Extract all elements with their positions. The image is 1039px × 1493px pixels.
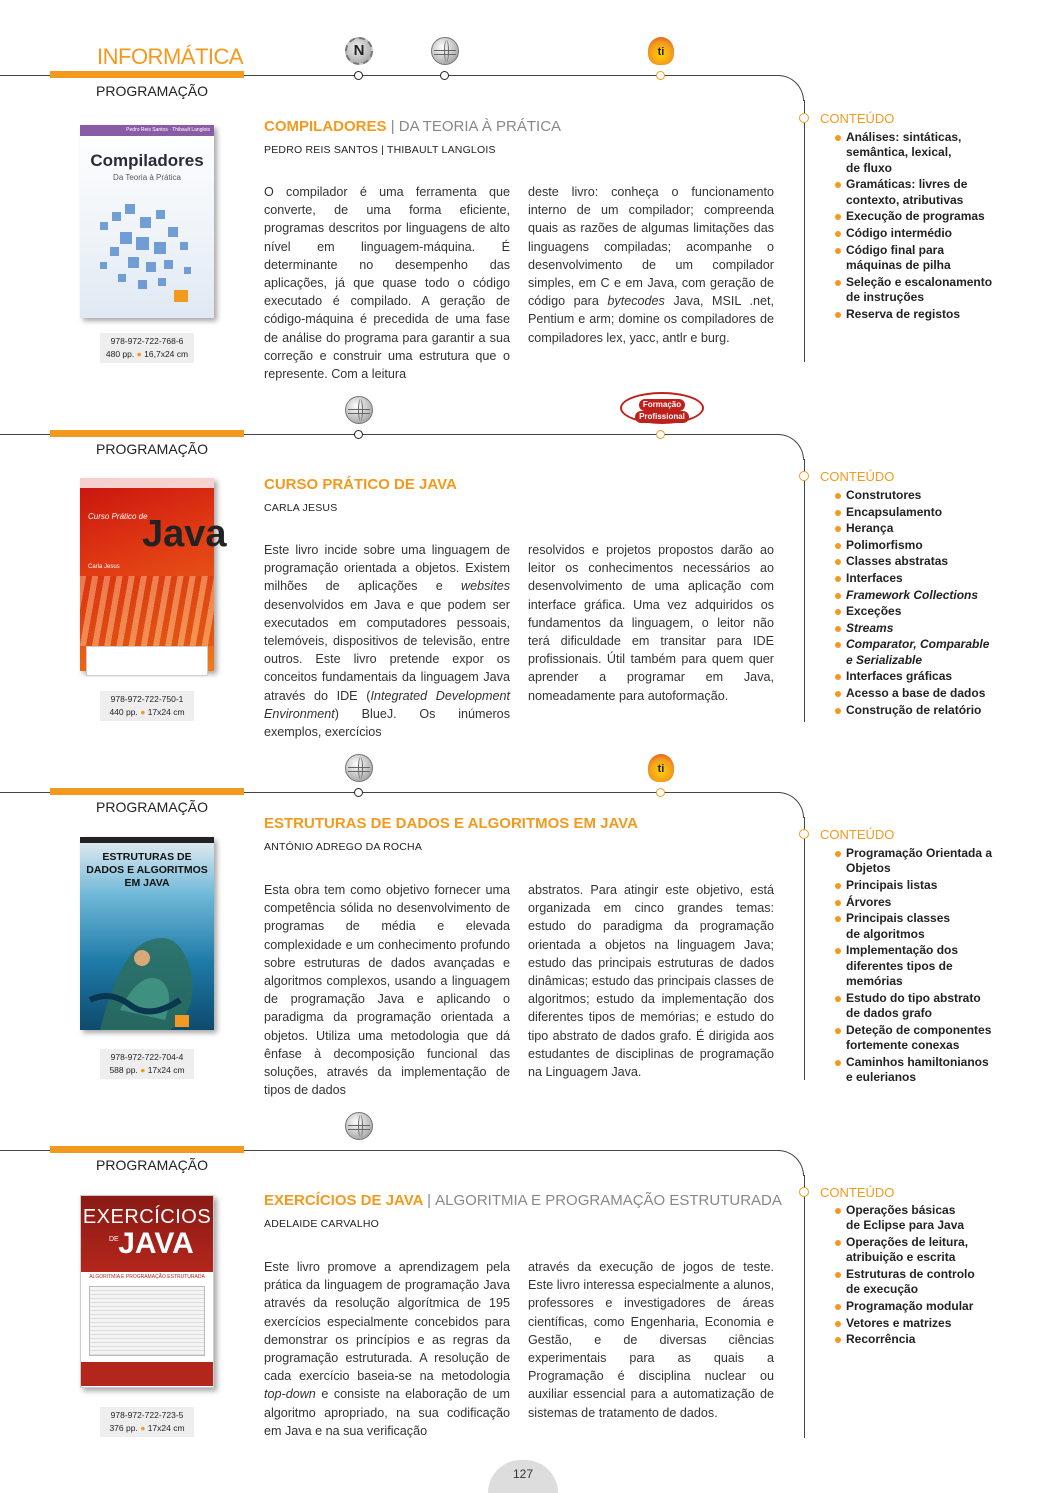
book-cover[interactable]	[80, 478, 227, 671]
cover-title: Compiladores	[90, 151, 204, 170]
title-separator: |	[390, 118, 395, 135]
book-title-main: COMPILADORES	[264, 118, 387, 135]
timeline-dot	[354, 788, 363, 797]
content-vline	[804, 100, 805, 362]
page-count: 480 pp.	[105, 349, 135, 359]
book-size: 17x24 cm	[147, 1423, 185, 1433]
globe-icon	[345, 1112, 373, 1140]
contents-dot	[799, 1187, 809, 1197]
desc-italic: bytecodes	[607, 294, 665, 309]
cover-top-bar	[80, 837, 214, 843]
desc-text: Este livro promove a aprendizagem pela prática da linguagem de programação Java através da resolução algorítmica de 195 exercícios especialmente concebidos para demonstrar os princípios e as regras da programação estruturada. A resolução de cada exercício baseia-se na metodologia	[264, 1260, 510, 1384]
description-col-1	[264, 1258, 510, 1440]
contents-item: Programação Orientada a Objetos	[835, 846, 995, 877]
description-col-1: O compilador é uma ferramenta que converte, de uma forma eficiente, programas descritos por linguagens de alto nível em linguagem-máquina. É determinante no desempenho das aplicações, já que quase todo o código executado é compilado. A geração de código-máquina é precedida de uma fase de análise do programa para garantir a sua correção e construir uma estrutura que o represente. Com a leitura	[264, 185, 510, 382]
contents-item: Estruturas de controlo de execução	[835, 1267, 985, 1298]
desc-text: desenvolvidos em Java e que podem ser executados em computadores pessoais, telemóveis, dispositivos de televisão, entre outros. Este livro pretende expor os conceitos fundamentais da linguagem Java através do IDE (	[264, 597, 510, 703]
contents-item: Exceções	[835, 604, 1005, 619]
isbn-box	[100, 691, 194, 721]
contents-item: Principais classes de algoritmos	[835, 911, 965, 942]
timeline-dot	[354, 430, 363, 439]
contents-list	[835, 130, 1005, 323]
cover-bottom-block	[81, 1362, 213, 1386]
book-title[interactable]: CURSO PRÁTICO DE JAVA	[264, 476, 457, 493]
book-authors: ADELAIDE CARVALHO	[264, 1218, 380, 1230]
contents-item: Vetores e matrizes	[835, 1316, 1005, 1331]
separator-dot-icon: ●	[140, 1423, 146, 1433]
contents-list	[835, 488, 1005, 719]
category-label: PROGRAMAÇÃO	[96, 799, 209, 815]
contents-item: Interfaces gráficas	[835, 669, 1005, 684]
contents-item: Streams	[835, 621, 1005, 636]
content-vline	[804, 459, 805, 722]
book-specs	[100, 706, 194, 719]
book-cover[interactable]	[80, 837, 214, 1030]
category-label: PROGRAMAÇÃO	[96, 441, 209, 457]
category-bar	[50, 430, 244, 437]
page-count: 440 pp.	[109, 707, 138, 717]
isbn-number: 978-972-722-723-5	[110, 1410, 184, 1420]
contents-item: Análises: sintáticas, semântica, lexical, de fluxo	[835, 130, 965, 176]
contents-item: Principais listas	[835, 878, 1005, 893]
cover-subtitle: ALGORITMIA E PROGRAMAÇÃO ESTRUTURADA	[89, 1274, 205, 1280]
contents-item: Gramáticas: livres de contexto, atributivas	[835, 177, 975, 208]
contents-dot	[799, 471, 809, 481]
cover-cubes-illustration	[80, 182, 214, 312]
book-specs	[100, 1422, 194, 1435]
divider-curve	[778, 434, 804, 460]
description-col-1	[264, 541, 510, 741]
book-subtitle: DA TEORIA À PRÁTICA	[398, 118, 562, 135]
book-cover[interactable]	[80, 1195, 214, 1388]
contents-item: Estudo do tipo abstrato de dados grafo	[835, 991, 995, 1022]
formacao-profissional-badge-icon	[620, 392, 704, 424]
category-label: PROGRAMAÇÃO	[96, 1157, 209, 1173]
timeline-dot	[440, 71, 449, 80]
contents-item: Comparator, Comparable e Serializable	[835, 637, 995, 668]
contents-item: Deteção de componentes fortemente conexas	[835, 1023, 1005, 1054]
description-col-2: abstratos. Para atingir este objetivo, está organizada em cinco grandes temas: estudo do paradigma da programação orientada a objetos na linguagem Java; estudo das principais estruturas de dados dinâmicas; estudo das principais classes de algoritmos; estudo da implementação dos diferentes tipos de memórias; e estudo do tipo abstrato de dados grafo. É dirigida aos estudantes de disciplinas de programação na Linguagem Java.	[528, 883, 774, 1080]
book-size: 17x24 cm	[147, 1065, 185, 1075]
contents-dot	[799, 113, 809, 123]
description-col-2: através da execução de jogos de teste. Este livro interessa especialmente a alunos, professores e investigadores de áreas científicas, como Engenharia, Economia e Gestão, e de diversas ciências experimentais para as quais a Programação é disciplina nuclear ou auxiliar essencial para a automatização de sistemas de tratamento de dados.	[528, 1260, 774, 1420]
timeline-dot	[656, 71, 665, 80]
contents-item: Caminhos hamiltonianos e eulerianos	[835, 1055, 995, 1086]
content-vline	[804, 817, 805, 1080]
contents-item: Framework Collections	[835, 588, 1005, 603]
globe-icon	[345, 754, 373, 782]
cover-code-illustration	[89, 1286, 205, 1356]
separator-dot-icon: ●	[140, 1065, 146, 1075]
cover-title-line1: EXERCÍCIOS	[82, 1206, 212, 1228]
category-bar	[50, 71, 244, 78]
description-col-2	[528, 183, 774, 347]
book-size: 17x24 cm	[147, 707, 185, 717]
desc-text: ) BlueJ. Os inúmeros exemplos, exercícios	[264, 706, 510, 740]
contents-item: Implementação dos diferentes tipos de memórias	[835, 943, 975, 989]
contents-item: Operações de leitura, atribuição e escrita	[835, 1235, 975, 1266]
book-title[interactable]	[264, 118, 561, 135]
badge-line1: Formação	[639, 399, 685, 411]
contents-item: Construção de relatório	[835, 703, 1005, 718]
cover-header-block	[81, 1196, 213, 1272]
isbn-number: 978-972-722-768-6	[110, 336, 184, 346]
contents-item: Polimorfismo	[835, 538, 1005, 553]
contents-list	[835, 846, 1005, 1087]
description-col-1: Esta obra tem como objetivo fornecer uma competência sólida no desenvolvimento de programas de média e elevada complexidade e um conhecimento profundo sobre estruturas de dados avançadas e algoritmos complexos, usando a linguagem de programação Java e aplicando o paradigma da programação orientada a objetos. Utiliza uma metodologia que dá ênfase à decomposição funcional das soluções, através da implementação de tipos de dados	[264, 883, 510, 1098]
book-authors: PEDRO REIS SANTOS | THIBAULT LANGLOIS	[264, 144, 496, 156]
desc-italic: Integrated Development Environment	[264, 688, 510, 721]
cover-title-de: DE	[109, 1236, 119, 1243]
timeline-dot	[656, 430, 665, 439]
contents-item: Construtores	[835, 488, 1005, 503]
cover-bottom-box	[86, 646, 208, 676]
ti-badge-icon: ti	[648, 37, 674, 65]
divider-curve	[778, 792, 804, 818]
isbn-box	[100, 333, 194, 363]
page-number: 127	[488, 1460, 558, 1493]
cover-title: Java	[142, 513, 227, 555]
contents-item: Interfaces	[835, 571, 1005, 586]
category-bar	[50, 1146, 244, 1153]
isbn-number: 978-972-722-704-4	[110, 1052, 184, 1062]
contents-item: Acesso a base de dados	[835, 686, 1005, 701]
desc-italic: top-down	[264, 1387, 316, 1402]
divider-curve	[778, 75, 804, 101]
book-authors: CARLA JESUS	[264, 502, 338, 514]
page-count: 588 pp.	[109, 1065, 138, 1075]
page-count: 376 pp.	[109, 1423, 138, 1433]
cover-top-bar	[80, 478, 214, 488]
contents-list	[835, 1203, 1005, 1349]
contents-item: Execução de programas	[835, 209, 1005, 224]
desc-text: e consiste na elaboração de um algoritmo apropriado, na sua codificação em Java e na sua verificação	[264, 1387, 510, 1438]
contents-item: Código intermédio	[835, 226, 1005, 241]
contents-item: Recorrência	[835, 1332, 1005, 1347]
separator-dot-icon: ●	[140, 707, 146, 717]
contents-item: Herança	[835, 521, 1005, 536]
book-title[interactable]	[264, 1192, 782, 1209]
book-authors: ANTÓNIO ADREGO DA ROCHA	[264, 841, 423, 853]
isbn-number: 978-972-722-750-1	[110, 694, 184, 704]
contents-item: Árvores	[835, 895, 1005, 910]
contents-item: Seleção e escalonamento de instruções	[835, 275, 1005, 306]
description-col-2: resolvidos e projetos propostos darão ao leitor os conhecimentos necessários ao desenvolvimento de uma aplicação com interface gráfica. Uma vez adquiridos os fundamentos da linguagem, o leitor não terá dificuldade em transitar para IDE profissionais. Útil também para quem quer aprender a programar em Java, nomeadamente para autoformação.	[528, 543, 774, 703]
book-size: 16,7x24 cm	[144, 349, 189, 359]
contents-item: Código final para máquinas de pilha	[835, 243, 965, 274]
title-separator: |	[427, 1192, 431, 1209]
book-subtitle: ALGORITMIA E PROGRAMAÇÃO ESTRUTURADA	[435, 1192, 782, 1209]
book-title[interactable]: ESTRUTURAS DE DADOS E ALGORITMOS EM JAVA	[264, 815, 638, 832]
timeline-dot	[354, 71, 363, 80]
cover-keyboard-illustration	[80, 576, 214, 646]
contents-dot	[799, 829, 809, 839]
cover-title: ESTRUTURAS DE DADOS E ALGORITMOS EM JAVA	[86, 851, 208, 889]
contents-item: Reserva de registos	[835, 307, 1005, 322]
category-label: PROGRAMAÇÃO	[96, 83, 209, 99]
contents-heading: CONTEÚDO	[820, 827, 895, 842]
category-bar	[50, 788, 244, 795]
ti-badge-icon: ti	[648, 754, 674, 782]
book-cover[interactable]	[80, 125, 214, 318]
contents-heading: CONTEÚDO	[820, 1185, 895, 1200]
page-header-title: INFORMÁTICA	[97, 44, 244, 69]
desc-text: deste livro: conheça o funcionamento interno de um compilador; compreenda quais as razões de algumas limitações das linguagens compiladas; acompanhe o desenvolvimento de um compilador simples, em C e em Java, com geração de código para	[528, 185, 774, 309]
book-specs	[100, 1064, 194, 1077]
content-vline	[804, 1175, 805, 1438]
book-title-main: EXERCÍCIOS DE JAVA	[264, 1192, 423, 1209]
desc-italic: websites	[461, 579, 510, 594]
cover-pre-title: Curso Prático de	[88, 512, 148, 521]
desc-text: Este livro incide sobre uma linguagem de programação orientada a objetos. Existem milhões de aplicações e	[264, 543, 510, 594]
contents-heading: CONTEÚDO	[820, 111, 895, 126]
contents-item: Encapsulamento	[835, 505, 1005, 520]
divider-curve	[778, 1150, 804, 1176]
isbn-box	[100, 1407, 194, 1437]
contents-heading: CONTEÚDO	[820, 469, 895, 484]
cover-title-line2: JAVA	[118, 1227, 194, 1260]
isbn-box	[100, 1049, 194, 1079]
cover-subtitle: Da Teoria à Prática	[113, 173, 181, 182]
globe-icon	[345, 396, 373, 424]
cover-top-bar: Pedro Reis Santos · Thibault Langlois	[80, 125, 214, 136]
contents-item: Programação modular	[835, 1299, 1005, 1314]
contents-item: Classes abstratas	[835, 554, 1005, 569]
contents-item: Operações básicas de Eclipse para Java	[835, 1203, 965, 1234]
badge-line2: Profissional	[635, 411, 689, 423]
desc-text: Java, MSIL .net, Pentium e arm; domine os compiladores de compiladores lex, yacc, antlr e burg.	[528, 294, 774, 345]
timeline-dot	[656, 788, 665, 797]
separator-dot-icon: ●	[136, 349, 142, 359]
cover-author: Carla Jesus	[88, 564, 120, 570]
globe-icon	[431, 37, 459, 65]
book-specs	[100, 348, 194, 361]
cover-sea-creature-illustration	[80, 890, 214, 1040]
new-badge-icon: N	[345, 37, 373, 65]
